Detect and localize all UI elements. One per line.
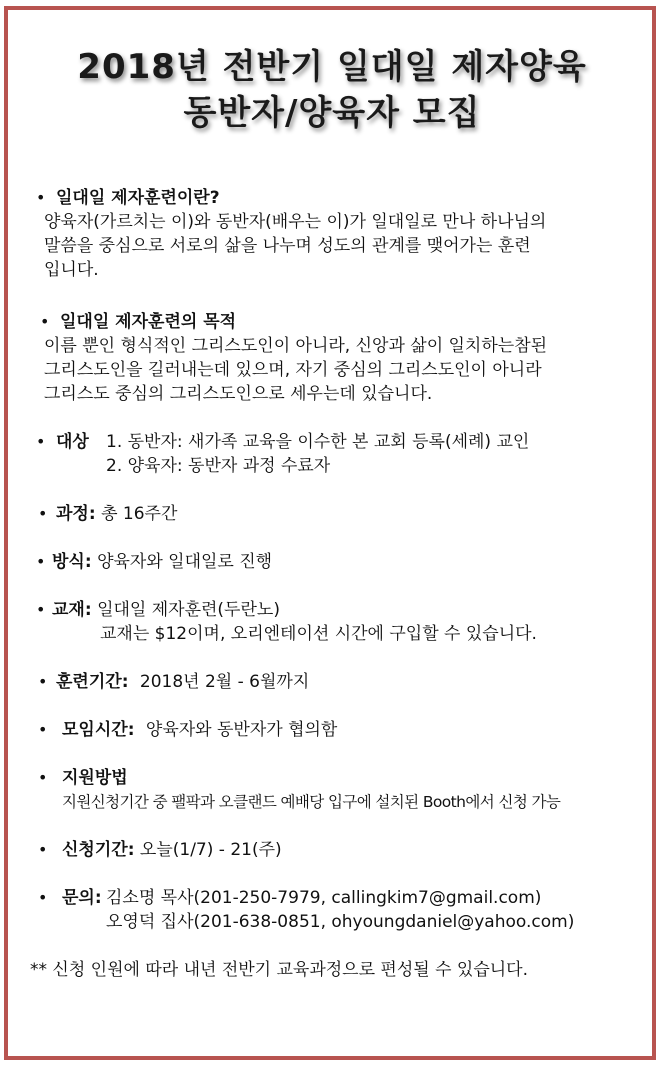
apply-heading: 지원방법 — [62, 768, 128, 788]
section-what-line: 입니다. — [44, 260, 99, 280]
textbook-row — [52, 598, 280, 622]
apply-value: 지원신청기간 중 팰팍과 오클랜드 예배당 입구에 설치된 Booth에서 신청 가능 — [62, 793, 561, 811]
section-what-line: 양육자(가르치는 이)와 동반자(배우는 이)가 일대일로 만나 하나님의 — [44, 212, 547, 232]
bullet-icon: • — [36, 432, 46, 451]
apply-period-label: 신청기간: — [62, 840, 135, 860]
period-value: 2018년 2월 - 6월까지 — [139, 672, 310, 692]
target-item: 1. 동반자: 새가족 교육을 이수한 본 교회 등록(세례) 교인 — [106, 432, 530, 452]
footnote: ** 신청 인원에 따라 내년 전반기 교육과정으로 편성될 수 있습니다. — [30, 960, 529, 980]
section-purpose-line: 이름 뿐인 형식적인 그리스도인이 아니라, 신앙과 삶이 일치하는참된 — [44, 336, 548, 356]
contact-line: 김소명 목사(201-250-7979, callingkim7@gmail.com) — [106, 888, 542, 908]
textbook-label: 교재: — [52, 600, 92, 620]
section-what-line: 말씀을 중심으로 서로의 삶을 나누며 성도의 관계를 맺어가는 훈련 — [44, 236, 531, 256]
contact-label: 문의: — [62, 888, 102, 908]
bullet-icon: • — [36, 600, 46, 619]
section-purpose-line: 그리스도인을 길러내는데 있으며, 자기 중심의 그리스도인이 아니라 — [44, 360, 542, 380]
course-value: 총 16주간 — [101, 504, 178, 524]
bullet-icon: • — [40, 312, 50, 331]
contact-line: 오영덕 집사(201-638-0851, ohyoungdaniel@yahoo.com) — [106, 912, 575, 932]
bullet-icon: • — [38, 720, 48, 739]
section-purpose-heading: 일대일 제자훈련의 목적 — [60, 312, 237, 332]
meeting-row — [62, 718, 337, 742]
title-line-2: 동반자/양육자 모집 — [183, 93, 481, 133]
method-row — [52, 550, 272, 574]
textbook-value: 일대일 제자훈련(두란노) — [97, 600, 280, 620]
course-label: 과정: — [56, 504, 96, 524]
apply-period-value: 오늘(1/7) - 21(주) — [139, 840, 282, 860]
bullet-icon: • — [38, 768, 48, 787]
period-row — [56, 670, 309, 694]
bullet-icon: • — [38, 888, 48, 907]
apply-period-row — [62, 838, 282, 862]
bullet-icon: • — [38, 840, 48, 859]
section-what-heading: 일대일 제자훈련이란? — [56, 188, 220, 208]
bullet-icon: • — [38, 672, 48, 691]
target-label: 대상 — [56, 432, 89, 452]
course-row — [56, 502, 177, 526]
meeting-value: 양육자와 동반자가 협의함 — [145, 720, 338, 740]
period-label: 훈련기간: — [56, 672, 129, 692]
target-item: 2. 양육자: 동반자 과정 수료자 — [106, 456, 331, 476]
textbook-note: 교재는 $12이며, 오리엔테이션 시간에 구입할 수 있습니다. — [100, 624, 537, 644]
method-label: 방식: — [52, 552, 92, 572]
bullet-icon: • — [36, 552, 46, 571]
method-value: 양육자와 일대일로 진행 — [97, 552, 273, 572]
section-purpose-line: 그리스도 중심의 그리스도인으로 세우는데 있습니다. — [44, 384, 433, 404]
title-line-1: 2018년 전반기 일대일 제자양육 — [77, 47, 587, 87]
flyer-title — [0, 44, 664, 136]
meeting-label: 모임시간: — [62, 720, 135, 740]
bullet-icon: • — [38, 504, 48, 523]
bullet-icon: • — [36, 188, 46, 207]
